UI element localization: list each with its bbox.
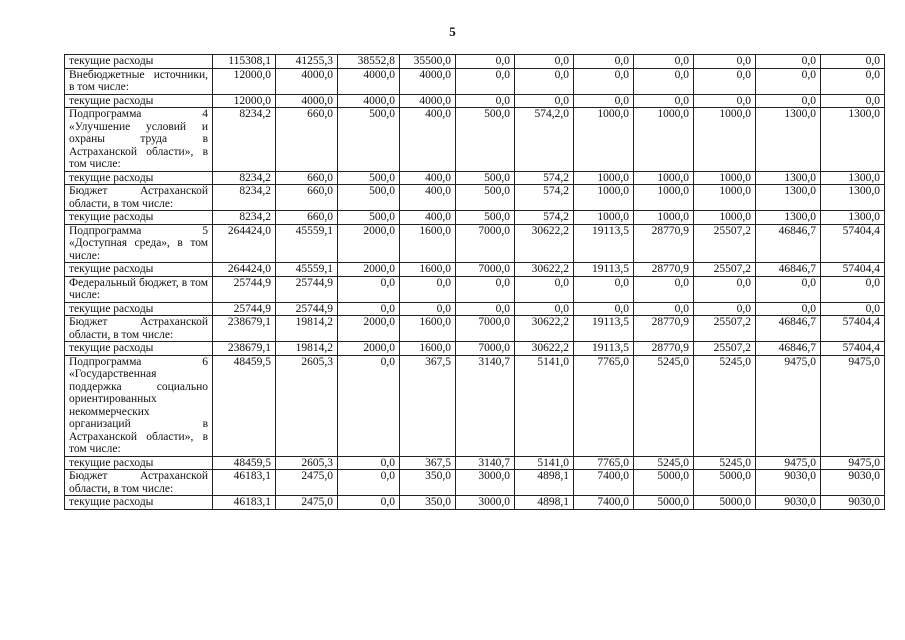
value-cell: 574,2 [515,185,574,211]
value-cell: 8234,2 [213,108,276,172]
value-cell: 0,0 [821,94,885,108]
value-cell: 0,0 [634,94,694,108]
value-cell: 57404,4 [821,342,885,356]
table-row [65,171,885,185]
value-cell: 1000,0 [634,211,694,225]
value-cell: 400,0 [400,171,456,185]
value-cell: 5141,0 [515,456,574,470]
value-cell: 7000,0 [456,224,515,263]
value-cell: 19113,5 [574,342,634,356]
value-cell: 4000,0 [338,94,400,108]
table-row [65,94,885,108]
value-cell: 1000,0 [694,108,756,172]
value-cell: 1000,0 [694,185,756,211]
value-cell: 9030,0 [821,496,885,510]
value-cell: 2000,0 [338,342,400,356]
value-cell: 35500,0 [400,55,456,69]
value-cell: 7400,0 [574,470,634,496]
value-cell: 500,0 [338,171,400,185]
value-cell: 2475,0 [276,496,338,510]
value-cell: 19113,5 [574,316,634,342]
value-cell: 7000,0 [456,342,515,356]
value-cell: 660,0 [276,211,338,225]
value-cell: 9030,0 [756,496,821,510]
row-label: текущие расходы [65,263,213,277]
value-cell: 0,0 [456,55,515,69]
value-cell: 3000,0 [456,496,515,510]
value-cell: 0,0 [634,302,694,316]
value-cell: 28770,9 [634,342,694,356]
value-cell: 0,0 [515,68,574,94]
value-cell: 28770,9 [634,224,694,263]
value-cell: 238679,1 [213,316,276,342]
value-cell: 38552,8 [338,55,400,69]
value-cell: 1000,0 [694,211,756,225]
row-label: текущие расходы [65,496,213,510]
value-cell: 0,0 [338,456,400,470]
value-cell: 0,0 [821,276,885,302]
row-label: Бюджет Астраханской области, в том числе: [65,185,213,211]
value-cell: 0,0 [574,302,634,316]
value-cell: 8234,2 [213,171,276,185]
value-cell: 46846,7 [756,342,821,356]
value-cell: 264424,0 [213,263,276,277]
value-cell: 4898,1 [515,470,574,496]
value-cell: 9475,0 [756,355,821,456]
value-cell: 57404,4 [821,224,885,263]
value-cell: 46846,7 [756,224,821,263]
value-cell: 7765,0 [574,355,634,456]
value-cell: 574,2 [515,211,574,225]
table-row [65,302,885,316]
value-cell: 0,0 [515,94,574,108]
value-cell: 0,0 [515,276,574,302]
row-label: Бюджет Астраханской области, в том числе: [65,470,213,496]
value-cell: 25744,9 [213,276,276,302]
value-cell: 0,0 [756,276,821,302]
value-cell: 9030,0 [756,470,821,496]
value-cell: 0,0 [821,55,885,69]
value-cell: 0,0 [756,55,821,69]
value-cell: 25507,2 [694,342,756,356]
value-cell: 1000,0 [574,108,634,172]
table-row [65,211,885,225]
value-cell: 57404,4 [821,263,885,277]
value-cell: 45559,1 [276,224,338,263]
value-cell: 4000,0 [276,94,338,108]
row-label: текущие расходы [65,342,213,356]
value-cell: 0,0 [574,55,634,69]
value-cell: 1300,0 [756,171,821,185]
value-cell: 0,0 [756,94,821,108]
value-cell: 9475,0 [821,456,885,470]
value-cell: 0,0 [821,302,885,316]
value-cell: 0,0 [694,302,756,316]
value-cell: 1300,0 [756,108,821,172]
value-cell: 25507,2 [694,263,756,277]
value-cell: 19814,2 [276,316,338,342]
row-label: Бюджет Астраханской области, в том числе: [65,316,213,342]
table-row [65,276,885,302]
value-cell: 3140,7 [456,456,515,470]
table-row [65,342,885,356]
row-label: текущие расходы [65,302,213,316]
value-cell: 0,0 [821,68,885,94]
value-cell: 4000,0 [338,68,400,94]
page-number: 5 [449,24,456,39]
value-cell: 0,0 [574,94,634,108]
row-label: текущие расходы [65,55,213,69]
value-cell: 500,0 [456,211,515,225]
row-label: Подпрограмма 5 «Доступная среда», в том числе: [65,224,213,263]
value-cell: 0,0 [694,276,756,302]
value-cell: 46846,7 [756,316,821,342]
value-cell: 367,5 [400,355,456,456]
value-cell: 1600,0 [400,224,456,263]
value-cell: 57404,4 [821,316,885,342]
table-row [65,108,885,172]
value-cell: 5000,0 [634,496,694,510]
value-cell: 7000,0 [456,263,515,277]
value-cell: 5000,0 [694,496,756,510]
value-cell: 45559,1 [276,263,338,277]
value-cell: 9030,0 [821,470,885,496]
value-cell: 0,0 [338,355,400,456]
value-cell: 4000,0 [400,94,456,108]
row-label: Подпрограмма 6 «Государственная поддержка социально ориентированных некоммерческих организаций в Астраханской области», в том числе: [65,355,213,456]
value-cell: 2605,3 [276,456,338,470]
table-body [65,55,885,510]
value-cell: 3140,7 [456,355,515,456]
value-cell: 9475,0 [821,355,885,456]
value-cell: 8234,2 [213,211,276,225]
value-cell: 2000,0 [338,316,400,342]
table-row [65,456,885,470]
table-row [65,185,885,211]
value-cell: 500,0 [338,108,400,172]
row-label: текущие расходы [65,211,213,225]
row-label: Федеральный бюджет, в том числе: [65,276,213,302]
value-cell: 238679,1 [213,342,276,356]
value-cell: 1600,0 [400,263,456,277]
value-cell: 574,2,0 [515,108,574,172]
value-cell: 1000,0 [634,171,694,185]
value-cell: 1000,0 [634,185,694,211]
value-cell: 0,0 [756,302,821,316]
value-cell: 1300,0 [821,185,885,211]
value-cell: 46183,1 [213,470,276,496]
value-cell: 30622,2 [515,342,574,356]
value-cell: 0,0 [515,302,574,316]
value-cell: 0,0 [574,276,634,302]
value-cell: 1000,0 [574,211,634,225]
table-row [65,55,885,69]
value-cell: 0,0 [694,55,756,69]
value-cell: 660,0 [276,108,338,172]
value-cell: 1300,0 [821,171,885,185]
value-cell: 30622,2 [515,263,574,277]
table-row [65,496,885,510]
value-cell: 30622,2 [515,224,574,263]
value-cell: 0,0 [338,276,400,302]
value-cell: 500,0 [456,108,515,172]
value-cell: 0,0 [694,94,756,108]
value-cell: 5000,0 [694,470,756,496]
value-cell: 1300,0 [821,211,885,225]
value-cell: 25744,9 [276,302,338,316]
value-cell: 19113,5 [574,224,634,263]
row-label: Внебюджетные источники, в том числе: [65,68,213,94]
value-cell: 5141,0 [515,355,574,456]
table-row [65,316,885,342]
value-cell: 1600,0 [400,316,456,342]
value-cell: 25507,2 [694,316,756,342]
value-cell: 48459,5 [213,456,276,470]
value-cell: 500,0 [456,171,515,185]
value-cell: 115308,1 [213,55,276,69]
value-cell: 7000,0 [456,316,515,342]
budget-table [64,54,885,510]
value-cell: 660,0 [276,171,338,185]
value-cell: 4000,0 [400,68,456,94]
value-cell: 264424,0 [213,224,276,263]
value-cell: 1600,0 [400,342,456,356]
value-cell: 5000,0 [634,470,694,496]
value-cell: 19113,5 [574,263,634,277]
value-cell: 2475,0 [276,470,338,496]
table-row [65,263,885,277]
value-cell: 25507,2 [694,224,756,263]
value-cell: 0,0 [634,276,694,302]
value-cell: 500,0 [338,185,400,211]
value-cell: 0,0 [400,276,456,302]
value-cell: 1000,0 [574,185,634,211]
value-cell: 0,0 [456,302,515,316]
value-cell: 4000,0 [276,68,338,94]
value-cell: 350,0 [400,470,456,496]
value-cell: 400,0 [400,211,456,225]
value-cell: 8234,2 [213,185,276,211]
value-cell: 7400,0 [574,496,634,510]
value-cell: 30622,2 [515,316,574,342]
row-label: текущие расходы [65,94,213,108]
value-cell: 0,0 [756,68,821,94]
value-cell: 0,0 [515,55,574,69]
value-cell: 0,0 [694,68,756,94]
value-cell: 5245,0 [634,355,694,456]
value-cell: 0,0 [634,68,694,94]
value-cell: 1300,0 [756,185,821,211]
value-cell: 12000,0 [213,68,276,94]
value-cell: 400,0 [400,108,456,172]
table-row [65,470,885,496]
table-row [65,355,885,456]
row-label: текущие расходы [65,171,213,185]
value-cell: 5245,0 [694,355,756,456]
value-cell: 0,0 [456,276,515,302]
value-cell: 12000,0 [213,94,276,108]
value-cell: 350,0 [400,496,456,510]
value-cell: 0,0 [456,94,515,108]
value-cell: 48459,5 [213,355,276,456]
value-cell: 4898,1 [515,496,574,510]
value-cell: 25744,9 [276,276,338,302]
value-cell: 574,2 [515,171,574,185]
value-cell: 3000,0 [456,470,515,496]
value-cell: 5245,0 [694,456,756,470]
value-cell: 500,0 [456,185,515,211]
value-cell: 660,0 [276,185,338,211]
value-cell: 2000,0 [338,224,400,263]
value-cell: 0,0 [574,68,634,94]
value-cell: 367,5 [400,456,456,470]
value-cell: 9475,0 [756,456,821,470]
value-cell: 46846,7 [756,263,821,277]
row-label: Подпрограмма 4 «Улучшение условий и охраны труда в Астраханской области», в том числе: [65,108,213,172]
value-cell: 5245,0 [634,456,694,470]
value-cell: 2605,3 [276,355,338,456]
value-cell: 0,0 [456,68,515,94]
row-label: текущие расходы [65,456,213,470]
value-cell: 1000,0 [634,108,694,172]
value-cell: 1000,0 [574,171,634,185]
value-cell: 19814,2 [276,342,338,356]
value-cell: 1000,0 [694,171,756,185]
value-cell: 28770,9 [634,263,694,277]
value-cell: 41255,3 [276,55,338,69]
value-cell: 500,0 [338,211,400,225]
value-cell: 0,0 [634,55,694,69]
value-cell: 46183,1 [213,496,276,510]
value-cell: 2000,0 [338,263,400,277]
value-cell: 25744,9 [213,302,276,316]
value-cell: 7765,0 [574,456,634,470]
value-cell: 0,0 [338,302,400,316]
value-cell: 0,0 [338,470,400,496]
value-cell: 0,0 [400,302,456,316]
table-row [65,68,885,94]
table-row [65,224,885,263]
value-cell: 1300,0 [821,108,885,172]
value-cell: 1300,0 [756,211,821,225]
value-cell: 0,0 [338,496,400,510]
value-cell: 400,0 [400,185,456,211]
value-cell: 28770,9 [634,316,694,342]
